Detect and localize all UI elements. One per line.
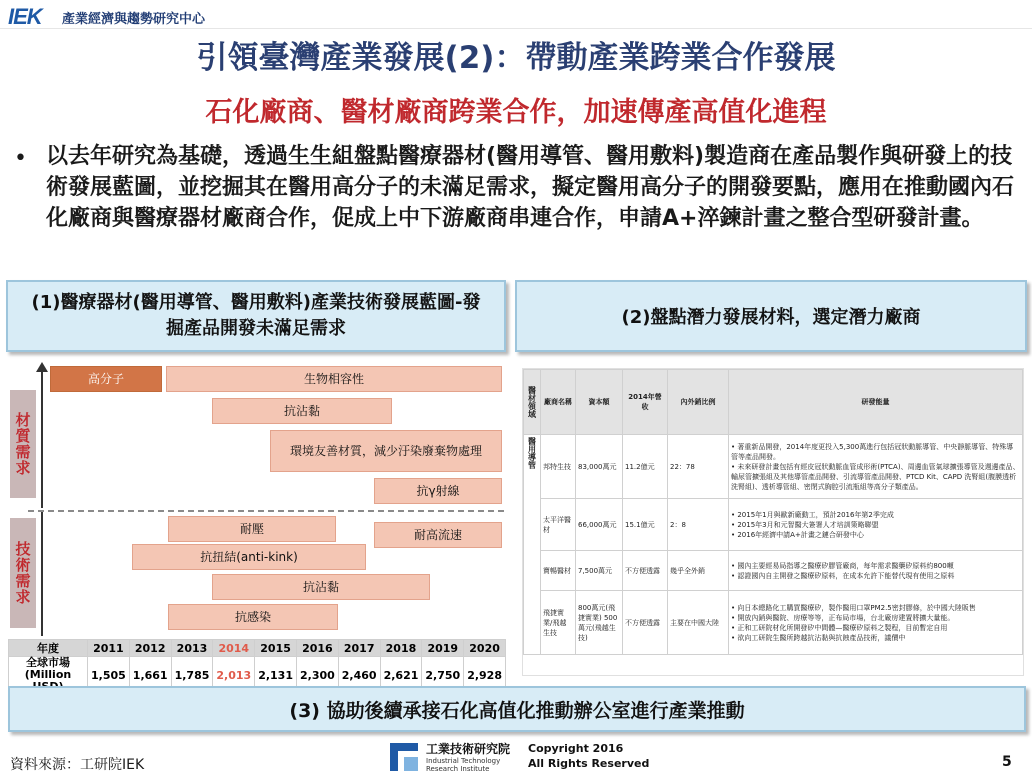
bullet-text: 以去年研究為基礎，透過生生組盤點醫療器材(醫用導管、醫用敷料)製造商在產品製作與研發上的技術發展藍圖，並挖掘其在醫用高分子的未滿足需求，擬定醫用高分子的開發要點，應用在推動國內石化廠商與醫療器材廠商合作，促成上中下游廠商串連合作，申請A+淬鍊計畫之整合型研發計畫。	[46, 144, 1015, 231]
bar-biocompat: 生物相容性	[166, 366, 502, 392]
market-header: 全球市場 (Million	[9, 657, 88, 694]
section3-title: (3) 協助後續承接石化高值化推動辦公室進行產業推動	[289, 699, 745, 722]
detail-row	[524, 435, 1023, 499]
group-label: 醫用導管	[524, 435, 541, 655]
year-cell: 2015	[255, 640, 297, 657]
org-name: 產業經濟與趨勢研究中心	[62, 12, 206, 27]
detail-name: 寶暢醫材	[541, 551, 576, 591]
market-cell: 2,621	[380, 657, 422, 694]
header-divider	[0, 28, 1032, 29]
section-divider	[28, 510, 504, 512]
market-cell: 2,131	[255, 657, 297, 694]
axis-material-label: 材質需求	[10, 390, 36, 498]
bar-anti-gamma: 抗γ射線	[374, 478, 502, 504]
year-cell: 2012	[129, 640, 171, 657]
detail-header: 內外銷比例	[668, 370, 729, 435]
tech-roadmap	[8, 360, 506, 638]
detail-notes	[729, 591, 1023, 655]
year-cell: 2016	[296, 640, 338, 657]
detail-row	[524, 499, 1023, 551]
company-detail-table	[522, 368, 1024, 676]
axis-arrow-line	[41, 368, 43, 508]
note-item: • 國內主要經易局指導之醫療矽膠管廠商，每年需求醫藥矽原料約800噸	[731, 561, 954, 570]
section1-header	[6, 280, 506, 352]
market-cell: 2,928	[464, 657, 506, 694]
market-cell-highlight: 2,013	[213, 657, 255, 694]
year-cell: 2011	[88, 640, 130, 657]
section1-title: (1)醫療器材(醫用導管、醫用敷料)產業技術發展藍圖-發掘產品開發未滿足需求	[31, 292, 481, 339]
market-cell: 2,750	[422, 657, 464, 694]
note-item: • 著重新品開發，2014年度更投入5,300萬進行包括冠狀動脈導管、中央靜脈導管、特殊導管等產品開發。	[731, 442, 1014, 461]
detail-ratio: 幾乎全外銷	[668, 551, 729, 591]
market-cell: 2,460	[338, 657, 380, 694]
detail-revenue: 不方便透露	[623, 591, 668, 655]
bar-antistick-tech: 抗沾黏	[212, 574, 430, 600]
note-item: • 向日本總路化工購買醫療矽，製作醫用口罩PM2.5密封膠條，於中國大陸販售	[731, 603, 976, 612]
market-cell: 1,661	[129, 657, 171, 694]
detail-ratio: 22：78	[668, 435, 729, 499]
market-cell: 1,505	[88, 657, 130, 694]
axis-arrow-line-2	[41, 510, 43, 636]
year-cell: 2020	[464, 640, 506, 657]
detail-revenue: 11.2億元	[623, 435, 668, 499]
detail-header: 廠商名稱	[541, 370, 576, 435]
detail-ratio: 主要在中國大陸	[668, 591, 729, 655]
note-item: • 正和工研院材化所開發矽中間體—醫療矽原料之製程，目前暫定自用	[731, 623, 948, 632]
market-cell: 1,785	[171, 657, 213, 694]
copyright-line2: All Rights Reserved	[528, 757, 650, 770]
detail-name: 飛捷實業/飛越生技	[541, 591, 576, 655]
section2-header	[515, 280, 1027, 352]
page-subtitle: 石化廠商、醫材廠商跨業合作，加速傳產高值化進程	[205, 97, 827, 128]
note-item: • 2016年經濟中請A+計畫之鏈合研發中心	[731, 530, 864, 539]
copyright	[528, 741, 649, 771]
bar-polymer: 高分子	[50, 366, 162, 392]
bar-pressure: 耐壓	[168, 516, 336, 542]
detail-revenue: 15.1億元	[623, 499, 668, 551]
bar-anti-infection: 抗感染	[168, 604, 338, 630]
page-number: 5	[1002, 754, 1012, 770]
detail-notes	[729, 551, 1023, 591]
axis-arrow-head	[36, 362, 48, 372]
detail-header-row	[524, 370, 1023, 435]
detail-notes	[729, 499, 1023, 551]
detail-notes	[729, 435, 1023, 499]
note-item: • 2015年1月與歐新廠動工，預計2016年第2季完成	[731, 510, 894, 519]
detail-ratio: 2：8	[668, 499, 729, 551]
detail-row	[524, 591, 1023, 655]
year-cell-highlight: 2014	[213, 640, 255, 657]
footer-org-name: 工業技術研究院	[426, 742, 511, 756]
bar-antistick-material: 抗沾黏	[212, 398, 392, 424]
year-header: 年度	[9, 640, 88, 657]
note-item: • 開放內銷與醫院、房療等等，正布局市場，台北廠房建置將擴大量能。	[731, 613, 955, 622]
source-note: 資料來源：工研院IEK	[10, 757, 145, 773]
note-item: • 2015年3月和元智醫大簽署人才培訓策略聯盟	[731, 520, 879, 529]
year-cell: 2018	[380, 640, 422, 657]
note-item: • 未來研發計畫包括有經皮冠狀動脈血管成形術(PTCA)、周邊血管氣球擴張導管及週邊產品、輸尿管擴張組及其他導管產品開發、引流導管產品開發、PTCD Kit、CAPD 洗腎組(腹膜透析洗腎組)、透析導管組、密閉式胸腔引流瓶組等高分子類產品。	[731, 462, 1020, 491]
detail-name: 太平洋醫材	[541, 499, 576, 551]
bar-high-flow: 耐高流速	[374, 522, 502, 548]
detail-header: 資本額	[576, 370, 623, 435]
detail-capital: 83,000萬元	[576, 435, 623, 499]
page-title: 引領臺灣產業發展(2)：帶動產業跨業合作發展	[196, 40, 836, 76]
detail-header: 2014年營收	[623, 370, 668, 435]
bar-eco-material: 環境友善材質，減少汙染廢棄物處理	[270, 430, 502, 472]
note-item: • 認證國內自主開發之醫療矽原料，在成本允許下能替代現有使用之原料	[731, 571, 955, 580]
section3-header	[8, 686, 1026, 732]
bullet-marker: •	[14, 146, 27, 171]
footer-org-english: Industrial Technology Research Institute	[426, 757, 501, 773]
market-cell: 2,300	[296, 657, 338, 694]
year-cell: 2017	[338, 640, 380, 657]
detail-name: 邦特生技	[541, 435, 576, 499]
year-cell: 2019	[422, 640, 464, 657]
note-item: • 欲向工研院生醫所跨越抗沾黏與抗蝕產品技術，議價中	[731, 633, 906, 642]
detail-capital: 7,500萬元	[576, 551, 623, 591]
detail-capital: 800萬元(飛捷實業) 500萬元(飛越生技)	[576, 591, 623, 655]
axis-tech-label: 技術需求	[10, 518, 36, 628]
detail-table	[523, 369, 1023, 655]
detail-header: 醫材領域	[524, 370, 541, 435]
copyright-line1: Copyright 2016	[528, 742, 624, 755]
detail-capital: 66,000萬元	[576, 499, 623, 551]
detail-revenue: 不方便透露	[623, 551, 668, 591]
iek-logo: IEK	[8, 4, 42, 29]
section2-title: (2)盤點潛力發展材料，選定潛力廠商	[621, 307, 921, 328]
year-row	[9, 640, 506, 657]
bar-anti-kink: 抗扭結(anti-kink)	[132, 544, 366, 570]
detail-row	[524, 551, 1023, 591]
itri-logo-core	[404, 757, 418, 771]
year-cell: 2013	[171, 640, 213, 657]
detail-header: 研發能量	[729, 370, 1023, 435]
